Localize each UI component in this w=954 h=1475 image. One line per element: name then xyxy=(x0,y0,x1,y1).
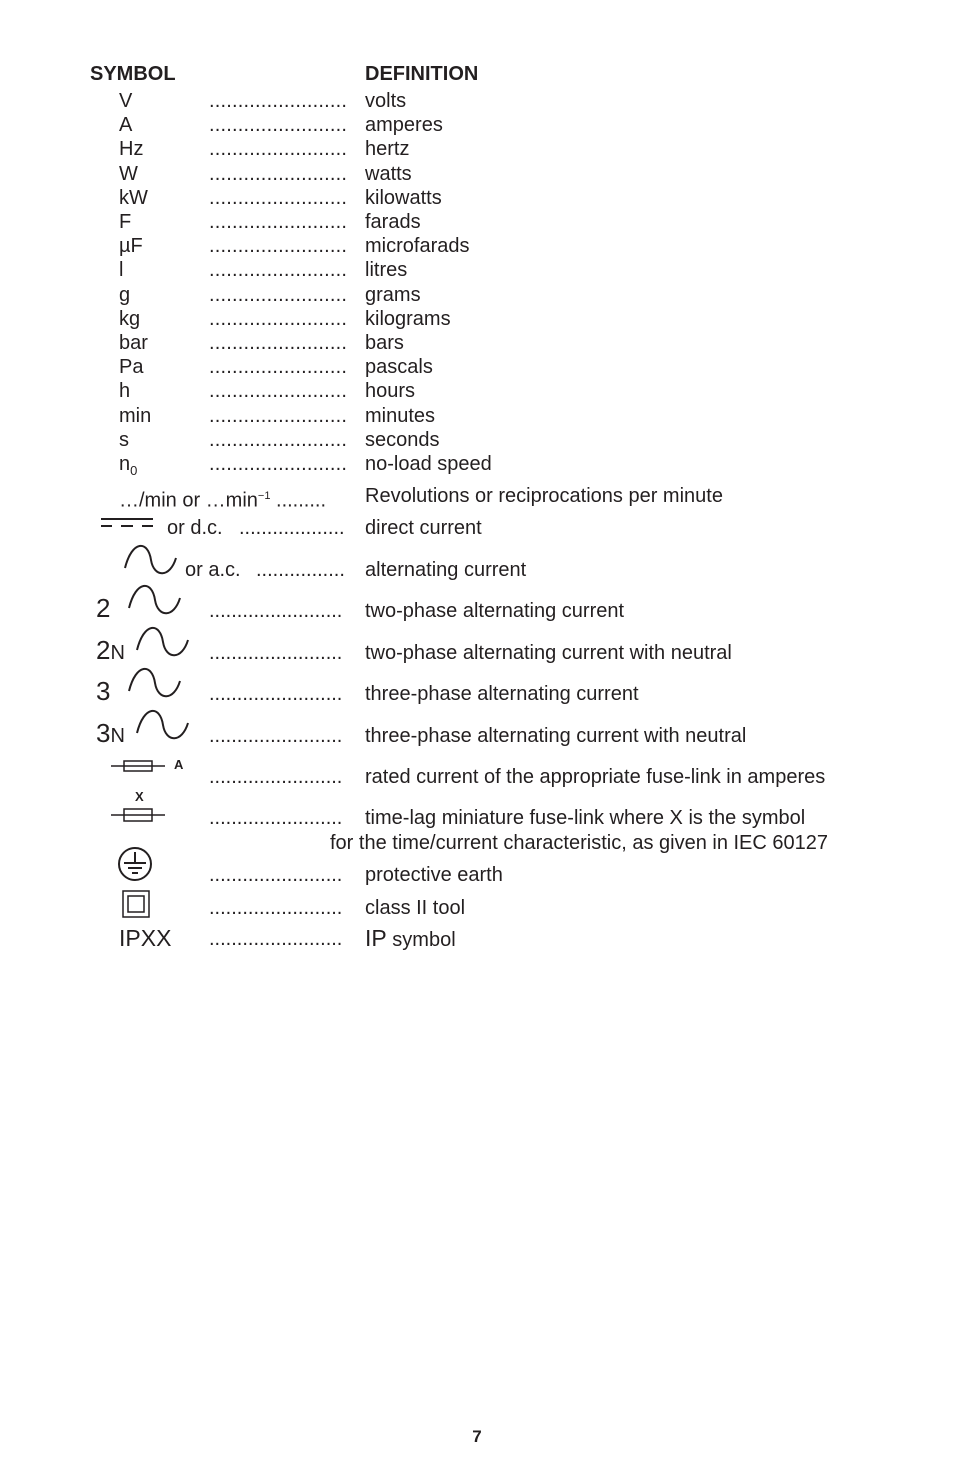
ip-symbol: IPXX xyxy=(119,925,172,951)
leader-dots: ........................ xyxy=(209,429,348,451)
leader-dots: ........................ xyxy=(209,284,348,306)
leader-dots: ................... xyxy=(239,517,345,539)
phase-symbol: 3N xyxy=(96,718,125,748)
unit-definition: microfarads xyxy=(365,235,470,257)
unit-row xyxy=(0,404,954,428)
unit-row xyxy=(0,113,954,137)
class-ii-tool-icon xyxy=(122,890,150,918)
unit-row xyxy=(0,234,954,258)
alternating-current-icon xyxy=(128,586,182,618)
leader-dots: ........................ xyxy=(209,807,343,829)
leader-dots: ........................ xyxy=(209,308,348,330)
leader-dots: ........................ xyxy=(209,114,348,136)
unit-symbol: bar xyxy=(119,332,148,354)
time-lag-fuse-icon xyxy=(111,806,166,824)
leader-dots: ........................ xyxy=(209,187,348,209)
unit-row xyxy=(0,89,954,113)
alternating-current-icon xyxy=(124,546,178,578)
leader-dots: ........................ xyxy=(209,259,348,281)
leader-dots: ........................ xyxy=(209,405,348,427)
leader-dots: ................ xyxy=(256,559,345,581)
noload-row xyxy=(0,452,954,476)
unit-definition: kilograms xyxy=(365,308,451,330)
leader-dots: ........................ xyxy=(209,356,348,378)
unit-row xyxy=(0,137,954,161)
protective-earth-icon xyxy=(118,847,154,883)
unit-definition: watts xyxy=(365,163,412,185)
unit-row xyxy=(0,162,954,186)
unit-definition: farads xyxy=(365,211,421,233)
unit-symbol: l xyxy=(119,259,124,281)
ac-definition: alternating current xyxy=(365,559,527,581)
fuse-link-icon xyxy=(111,758,166,774)
unit-definition: hours xyxy=(365,380,416,402)
unit-symbol: F xyxy=(119,211,132,233)
leader-dots: ........................ xyxy=(209,600,343,622)
unit-row xyxy=(0,331,954,355)
fuse-label: A xyxy=(174,757,184,772)
unit-definition: minutes xyxy=(365,405,436,427)
unit-definition: seconds xyxy=(365,429,440,451)
unit-definition: amperes xyxy=(365,114,443,136)
leader-dots: ........................ xyxy=(209,897,343,919)
alternating-current-icon xyxy=(128,669,182,701)
header-symbol: SYMBOL xyxy=(90,63,176,85)
unit-symbol: Pa xyxy=(119,356,144,378)
leader-dots: ........................ xyxy=(209,725,343,747)
rpm-symbol: …/min or $\dots\min^{-1}$ ......... xyxy=(119,489,327,512)
phase-symbol: 2N xyxy=(96,635,125,665)
unit-symbol: min xyxy=(119,405,152,427)
alternating-current-icon xyxy=(136,628,190,660)
phase-definition: two-phase alternating current xyxy=(365,600,625,622)
direct-current-icon xyxy=(101,517,155,529)
timelag-definition: time-lag miniature fuse-link where X is the symbol xyxy=(365,807,806,829)
unit-symbol: V xyxy=(119,90,133,112)
unit-definition: kilowatts xyxy=(365,187,442,209)
leader-dots: ........................ xyxy=(209,683,343,705)
header-definition: DEFINITION xyxy=(365,63,479,85)
leader-dots: ........................ xyxy=(209,642,343,664)
phase-symbol: 3 xyxy=(96,676,111,706)
page-number: 7 xyxy=(472,1427,482,1446)
leader-dots: ........................ xyxy=(209,163,348,185)
unit-symbol: µF xyxy=(119,235,143,257)
leader-dots: ........................ xyxy=(209,380,348,402)
unit-row xyxy=(0,186,954,210)
leader-dots: ........................ xyxy=(209,453,348,475)
leader-dots: ........................ xyxy=(209,211,348,233)
alternating-current-icon xyxy=(136,711,190,743)
dc-text: or d.c. xyxy=(167,517,223,539)
phase-definition: three-phase alternating current xyxy=(365,683,639,705)
fuse-definition: rated current of the appropriate fuse-link in amperes xyxy=(365,766,826,788)
phase-definition: three-phase alternating current with neutral xyxy=(365,725,747,747)
unit-definition: hertz xyxy=(365,138,410,160)
leader-dots: ........................ xyxy=(209,235,348,257)
ac-text: or a.c. xyxy=(185,559,241,581)
unit-symbol: kg xyxy=(119,308,141,330)
unit-row xyxy=(0,379,954,403)
leader-dots: ........................ xyxy=(209,864,343,886)
phase-symbol: 2 xyxy=(96,593,111,623)
dc-definition: direct current xyxy=(365,517,482,539)
unit-row xyxy=(0,307,954,331)
unit-symbol: s xyxy=(119,429,129,451)
class2-definition: class II tool xyxy=(365,897,466,919)
timelag-label: X xyxy=(135,789,144,804)
unit-definition: pascals xyxy=(365,356,433,378)
unit-row xyxy=(0,258,954,282)
noload-symbol: $n_0$ xyxy=(119,453,138,478)
unit-row xyxy=(0,210,954,234)
unit-definition: volts xyxy=(365,90,407,112)
timelag-definition-continued: for the time/current characteristic, as given in IEC 60127 xyxy=(330,832,829,854)
noload-definition: no-load speed xyxy=(365,453,492,475)
unit-row xyxy=(0,355,954,379)
phase-definition: two-phase alternating current with neutral xyxy=(365,642,732,664)
leader-dots: ........................ xyxy=(209,332,348,354)
unit-definition: grams xyxy=(365,284,421,306)
unit-row xyxy=(0,428,954,452)
rpm-row xyxy=(0,484,954,512)
leader-dots: ........................ xyxy=(209,138,348,160)
unit-row xyxy=(0,283,954,307)
unit-symbol: A xyxy=(119,114,133,136)
unit-symbol: h xyxy=(119,380,131,402)
ip-definition: IP symbol xyxy=(365,925,456,951)
leader-dots: ........................ xyxy=(209,928,343,950)
unit-definition: litres xyxy=(365,259,408,281)
unit-definition: bars xyxy=(365,332,404,354)
earth-definition: protective earth xyxy=(365,864,503,886)
unit-symbol: kW xyxy=(119,187,148,209)
unit-symbol: g xyxy=(119,284,131,306)
unit-symbol: W xyxy=(119,163,138,185)
leader-dots: ........................ xyxy=(209,90,348,112)
rpm-definition: Revolutions or reciprocations per minute xyxy=(365,485,723,507)
leader-dots: ........................ xyxy=(209,766,343,788)
unit-symbol: Hz xyxy=(119,138,144,160)
